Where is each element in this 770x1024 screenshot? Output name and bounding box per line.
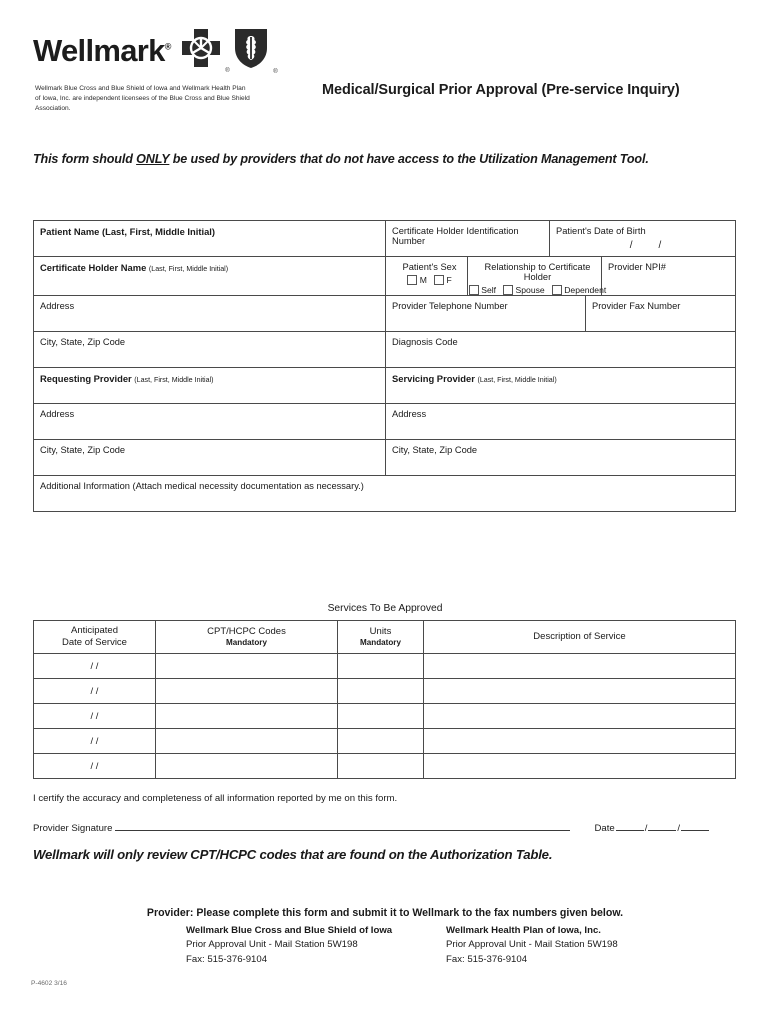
field-patient-sex[interactable] <box>386 257 468 296</box>
contact-fax: Fax: 515-376-9104 <box>446 953 528 965</box>
field-patient-address[interactable] <box>34 296 386 332</box>
services-table <box>33 620 736 779</box>
registered-mark-icon: ® <box>273 68 278 75</box>
field-label: City, State, Zip Code <box>40 445 126 455</box>
cell-units[interactable] <box>338 729 424 754</box>
date-separator: / <box>677 823 681 834</box>
footer-contact-block <box>186 924 706 967</box>
column-header-description-of-service: Description of Service <box>424 621 736 654</box>
footer-contact-bcbs <box>186 924 446 967</box>
table-row <box>34 704 736 729</box>
field-label: Provider Telephone Number <box>392 301 508 311</box>
column-header-units: Units Mandatory <box>338 621 424 654</box>
cell-units[interactable] <box>338 679 424 704</box>
registered-mark-icon: ® <box>164 41 171 52</box>
legal-disclaimer: Wellmark Blue Cross and Blue Shield of Iowa and Wellmark Health Plan of Iowa, Inc. are independent licensees of the Blue Cross and Blue Shield Association. <box>35 85 250 113</box>
field-label: Servicing Provider <box>392 373 475 384</box>
checkbox-label: M <box>419 275 427 285</box>
cell-anticipated-date[interactable]: / / <box>34 654 156 679</box>
contact-name: Wellmark Health Plan of Iowa, Inc. <box>446 925 601 936</box>
checkbox-icon[interactable] <box>434 275 444 285</box>
cell-cpt-hcpc[interactable] <box>156 679 338 704</box>
field-label: City, State, Zip Code <box>392 445 478 455</box>
cell-description[interactable] <box>424 754 736 779</box>
field-requesting-provider[interactable] <box>34 368 386 404</box>
footer-instruction: Provider: Please complete this form and submit it to Wellmark to the fax numbers given below. <box>146 907 624 919</box>
table-row <box>34 679 736 704</box>
field-patient-dob[interactable] <box>550 221 736 257</box>
table-row <box>34 476 736 512</box>
cell-cpt-hcpc[interactable] <box>156 729 338 754</box>
field-label: Certificate Holder Name <box>40 262 147 273</box>
footer-contact-health-plan <box>446 924 706 967</box>
checkbox-label: Spouse <box>515 285 545 295</box>
table-row <box>34 221 736 257</box>
field-cert-holder-name[interactable] <box>34 257 386 296</box>
blue-cross-symbol-icon <box>180 27 230 74</box>
cell-units[interactable] <box>338 754 424 779</box>
checkbox-icon[interactable] <box>503 285 513 295</box>
cell-anticipated-date[interactable]: / / <box>34 679 156 704</box>
field-servicing-provider-city-state-zip[interactable] <box>386 440 736 476</box>
checkbox-relationship-spouse[interactable] <box>503 285 545 295</box>
table-row <box>34 296 736 332</box>
checkbox-icon[interactable] <box>407 275 417 285</box>
checkbox-label: Dependent <box>564 285 607 295</box>
certification-statement: I certify the accuracy and completeness of all information reported by me on this form. <box>33 793 398 804</box>
field-patient-city-state-zip[interactable] <box>34 332 386 368</box>
page-title: Medical/Surgical Prior Approval (Pre-service Inquiry) <box>322 82 680 98</box>
field-servicing-provider[interactable] <box>386 368 736 404</box>
cell-units[interactable] <box>338 704 424 729</box>
field-relationship[interactable] <box>468 257 607 296</box>
field-label: Relationship to Certificate Holder <box>484 262 591 282</box>
usage-instruction: This form should ONLY be used by providers that do not have access to the Utilization Management Tool. <box>33 152 649 166</box>
field-patient-name[interactable] <box>34 221 386 257</box>
cell-cpt-hcpc[interactable] <box>156 754 338 779</box>
cell-description[interactable] <box>424 654 736 679</box>
table-row <box>34 332 736 368</box>
field-cert-holder-id[interactable] <box>386 221 550 257</box>
checkbox-label: F <box>446 275 452 285</box>
usage-instruction-emphasis: ONLY <box>136 152 170 166</box>
field-label: Address <box>392 409 427 419</box>
field-label: Patient's Sex <box>402 262 457 272</box>
field-label-sub: (Last, First, Middle Initial) <box>477 376 557 384</box>
column-header-anticipated-date: Anticipated Date of Service <box>34 621 156 654</box>
date-separator: / <box>644 823 648 834</box>
cell-description[interactable] <box>424 704 736 729</box>
blue-shield-symbol-icon <box>232 26 278 75</box>
field-requesting-provider-city-state-zip[interactable] <box>34 440 386 476</box>
field-label: Address <box>40 301 75 311</box>
field-label: Address <box>40 409 75 419</box>
field-provider-fax[interactable] <box>586 296 736 332</box>
table-row <box>34 440 736 476</box>
signature-row <box>33 820 733 834</box>
table-row <box>34 257 736 296</box>
table-row <box>34 654 736 679</box>
date-entry-slashes: / / <box>629 240 662 251</box>
signature-label: Provider Signature <box>33 823 113 834</box>
field-label: Patient Name (Last, First, Middle Initial) <box>40 226 216 237</box>
field-provider-npi[interactable] <box>602 257 736 296</box>
cell-cpt-hcpc[interactable] <box>156 704 338 729</box>
checkbox-relationship-self[interactable] <box>469 285 496 295</box>
signature-date-month-input[interactable] <box>616 820 644 831</box>
field-label: Requesting Provider <box>40 373 132 384</box>
brand-logo <box>33 28 283 75</box>
contact-fax: Fax: 515-376-9104 <box>186 953 268 965</box>
column-header-cpt-hcpc-codes: CPT/HCPC Codes Mandatory <box>156 621 338 654</box>
signature-date-day-input[interactable] <box>648 820 676 831</box>
field-label: Diagnosis Code <box>392 337 458 347</box>
field-label: Provider NPI# <box>608 262 666 272</box>
field-label: Additional Information (Attach medical necessity documentation as necessary.) <box>40 481 364 491</box>
services-section-title: Services To Be Approved <box>327 603 443 614</box>
field-provider-telephone[interactable] <box>386 296 586 332</box>
field-label: City, State, Zip Code <box>40 337 126 347</box>
table-row <box>34 368 736 404</box>
signature-date-year-input[interactable] <box>681 820 709 831</box>
field-requesting-provider-address[interactable] <box>34 404 386 440</box>
authorization-table-note: Wellmark will only review CPT/HCPC codes that are found on the Authorization Table. <box>33 847 553 862</box>
cell-description[interactable] <box>424 729 736 754</box>
field-label-sub: (Last, First, Middle Initial) <box>134 376 214 384</box>
table-row <box>34 754 736 779</box>
signature-date-label: Date <box>594 823 615 834</box>
contact-unit: Prior Approval Unit - Mail Station 5W198 <box>446 939 618 951</box>
brand-wordmark: Wellmark® <box>33 32 171 68</box>
field-diagnosis-code[interactable] <box>386 332 736 368</box>
table-row <box>34 404 736 440</box>
field-label: Provider Fax Number <box>592 301 681 311</box>
checkbox-icon[interactable] <box>552 285 562 295</box>
table-row <box>34 729 736 754</box>
registered-mark-icon: ® <box>225 67 230 74</box>
cell-units[interactable] <box>338 654 424 679</box>
cell-anticipated-date[interactable]: / / <box>34 729 156 754</box>
cell-description[interactable] <box>424 679 736 704</box>
cell-cpt-hcpc[interactable] <box>156 654 338 679</box>
checkbox-sex-female[interactable] <box>434 275 452 285</box>
patient-provider-table <box>33 220 736 512</box>
services-table-header-row <box>34 621 736 654</box>
form-code: P-4602 3/16 <box>31 980 67 987</box>
provider-signature-input[interactable] <box>115 820 570 831</box>
contact-unit: Prior Approval Unit - Mail Station 5W198 <box>186 939 358 951</box>
cell-anticipated-date[interactable]: / / <box>34 754 156 779</box>
field-label-sub: (Last, First, Middle Initial) <box>148 265 229 273</box>
checkbox-relationship-dependent[interactable] <box>552 285 607 295</box>
contact-name: Wellmark Blue Cross and Blue Shield of Iowa <box>186 925 393 936</box>
field-label: Certificate Holder Identification Number <box>392 226 519 246</box>
field-additional-information[interactable] <box>34 476 736 512</box>
field-servicing-provider-address[interactable] <box>386 404 736 440</box>
field-label: Patient's Date of Birth <box>556 226 646 236</box>
checkbox-icon[interactable] <box>469 285 479 295</box>
cell-anticipated-date[interactable]: / / <box>34 704 156 729</box>
checkbox-sex-male[interactable] <box>407 275 427 285</box>
checkbox-label: Self <box>481 285 497 295</box>
